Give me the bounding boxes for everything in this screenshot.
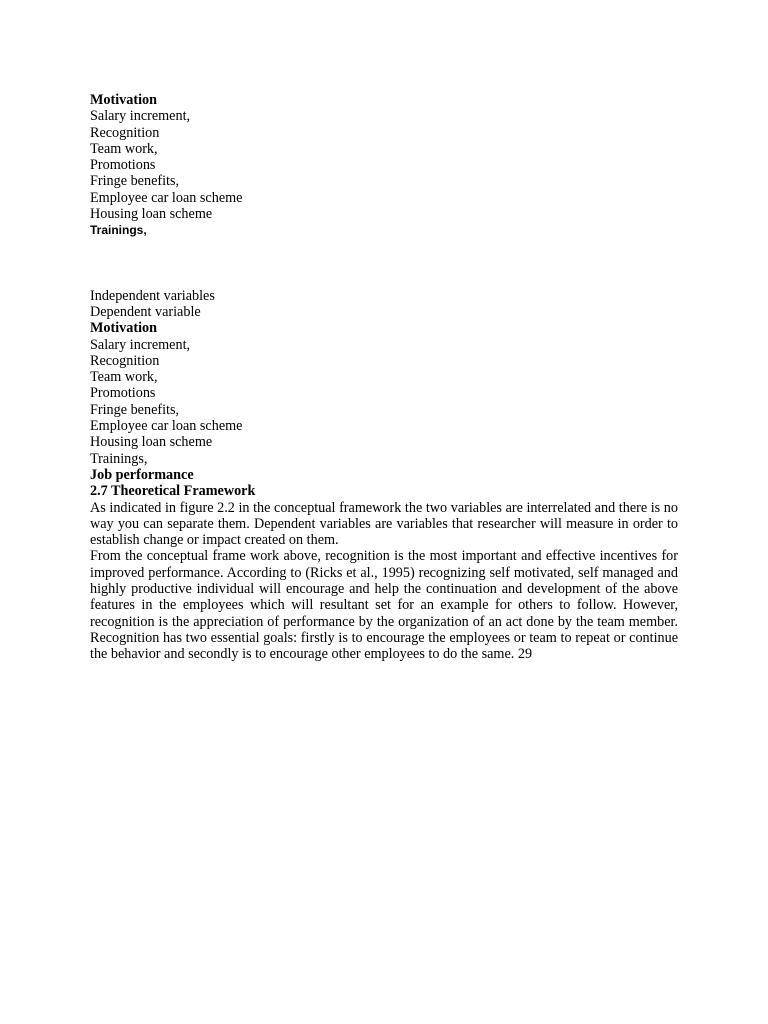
list-item: Housing loan scheme [90,206,213,223]
section-title: 2.7 Theoretical Framework [90,483,256,500]
list-item: Salary increment, [90,336,191,353]
paragraph-2: From the conceptual frame work above, recognition is the most important and effective incentives for improved performance. According to (Ricks et al., 1995) recognizing self motivated, self managed and highly productive individual will encourage and help the continuation and development of the above features in the employees which will resultant set for an example for others to follow. However, recognition is the appreciation of performance by the organization of an act done by the team member. Recognition has two essential goals: firstly is to encourage the employees or team to repeat or continue the behavior and secondly is to encourage other employees to do the same. 29 [90,548,678,663]
list-item: Fringe benefits, [90,401,180,418]
list-item: Team work, [90,369,158,386]
list-item: Trainings, [90,450,148,467]
list-item: Recognition [90,352,160,369]
dependent-variable-label: Dependent variable [90,303,201,320]
list-item: Fringe benefits, [90,173,180,190]
variables-block [90,288,678,484]
theoretical-framework-section [90,483,678,662]
motivation-list-1 [90,92,678,239]
motivation-heading: Motivation [90,92,157,108]
list-item: Promotions [90,157,156,174]
list-item: Employee car loan scheme [90,418,243,435]
motivation-heading: Motivation [90,320,157,337]
job-performance-label: Job performance [90,466,194,483]
list-item-trainings: Trainings, [90,223,147,238]
independent-variables-label: Independent variables [90,287,215,304]
list-item: Salary increment, [90,108,191,125]
list-item: Employee car loan scheme [90,189,243,206]
spacer [90,239,678,288]
list-item: Promotions [90,385,156,402]
paragraph-1: As indicated in figure 2.2 in the conceptual framework the two variables are interrelated and there is no way you can separate them. Dependent variables are variables that researcher will measure in order to establish change or impact created on them. [90,499,678,549]
list-item: Recognition [90,124,160,141]
list-item: Housing loan scheme [90,434,213,451]
list-item: Team work, [90,140,158,157]
document-page [90,92,678,663]
